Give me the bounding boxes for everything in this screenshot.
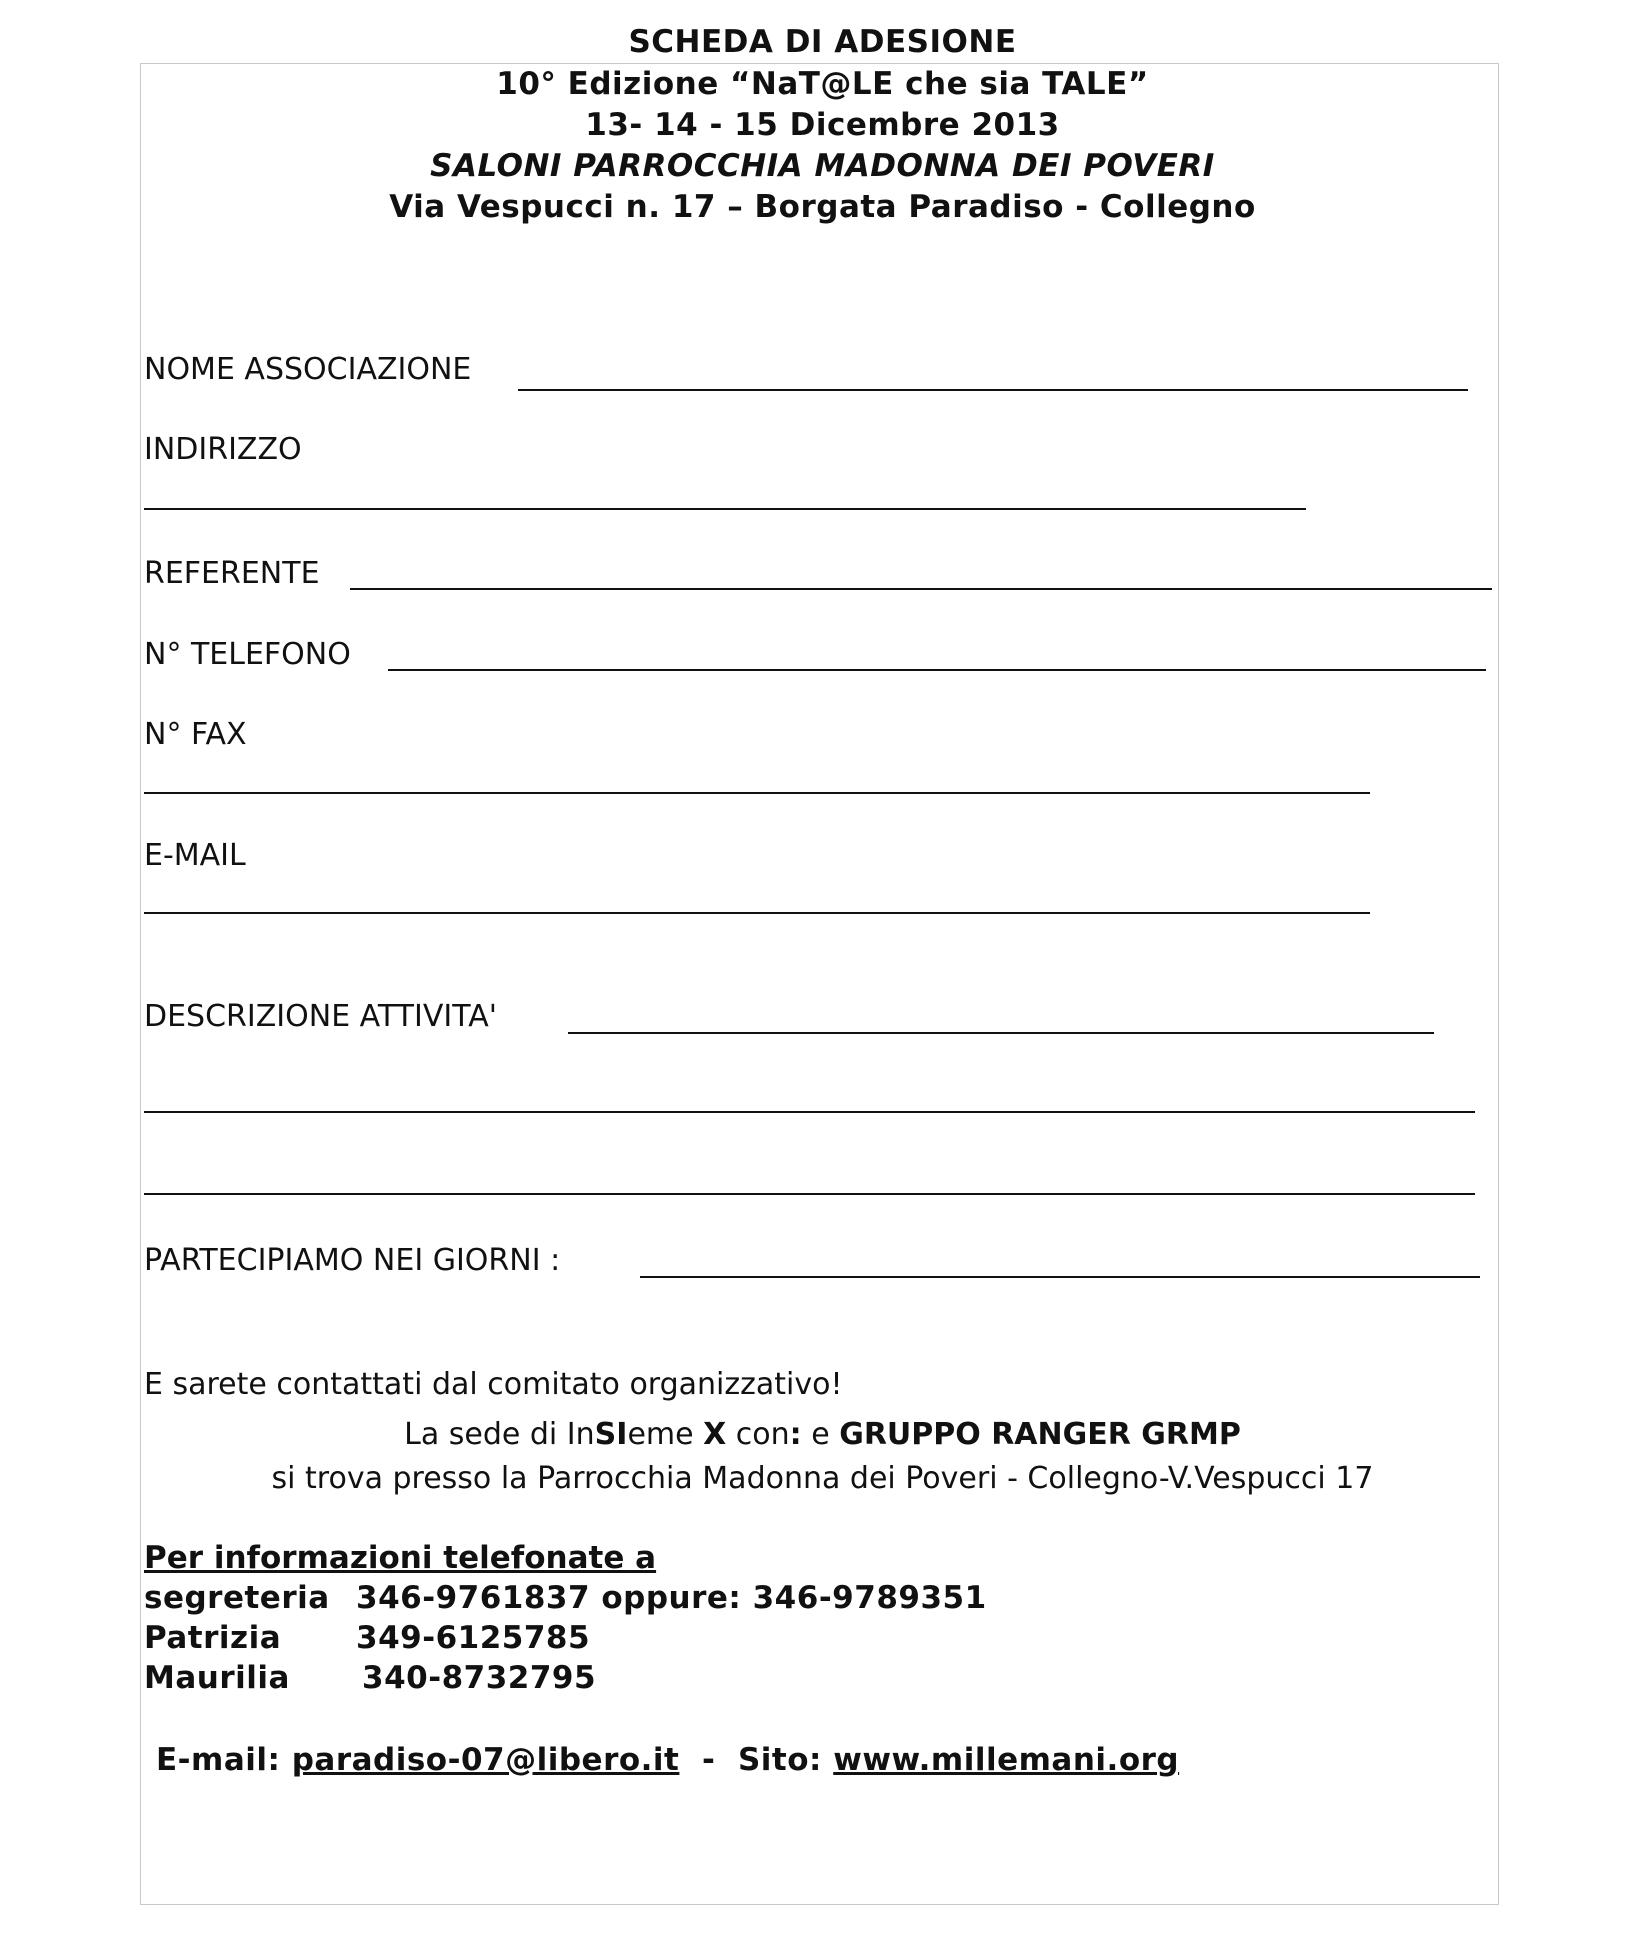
contact-phone: 340-8732795: [362, 1660, 597, 1696]
sede-si: SI: [594, 1417, 628, 1452]
footer-separator: -: [701, 1742, 716, 1778]
fax-label: N° FAX: [144, 717, 247, 752]
page-title: SCHEDA DI ADESIONE: [628, 24, 1017, 60]
sede-prefix: La sede di In: [404, 1417, 595, 1452]
site-link[interactable]: www.millemani.org: [833, 1742, 1180, 1778]
contact-phone: 346-9761837 oppure: 346-9789351: [356, 1580, 987, 1616]
giorni-line[interactable]: [640, 1276, 1480, 1278]
edition-line: 10° Edizione “NaT@LE che sia TALE”: [496, 66, 1149, 102]
form-border: [140, 63, 1499, 1905]
email-link[interactable]: paradiso-07@libero.it: [291, 1742, 680, 1778]
venue-line: SALONI PARROCCHIA MADONNA DEI POVERI: [430, 148, 1215, 184]
descrizione-line-2[interactable]: [144, 1111, 1475, 1113]
site-label: Sito:: [737, 1742, 822, 1778]
email-label: E-MAIL: [144, 838, 246, 873]
contact-name: Patrizia: [144, 1620, 282, 1656]
email-line[interactable]: [144, 912, 1370, 914]
contact-name: segreteria: [144, 1580, 330, 1616]
email-footer-label: E-mail:: [156, 1742, 281, 1778]
sede-location: si trova presso la Parrocchia Madonna dei Poveri - Collegno-V.Vespucci 17: [271, 1461, 1374, 1496]
sede-colon: :: [789, 1417, 802, 1452]
referente-line[interactable]: [350, 588, 1492, 590]
dates-line: 13- 14 - 15 Dicembre 2013: [585, 107, 1060, 143]
nome-associazione-label: NOME ASSOCIAZIONE: [144, 352, 472, 387]
contacted-note: E sarete contattati dal comitato organizzativo!: [144, 1367, 843, 1402]
contacts-footer: [156, 1742, 1179, 1778]
telefono-label: N° TELEFONO: [144, 637, 351, 672]
sede-line: [0, 1417, 1645, 1452]
nome-associazione-line[interactable]: [518, 389, 1468, 391]
indirizzo-line[interactable]: [144, 508, 1306, 510]
fax-line[interactable]: [144, 792, 1370, 794]
referente-label: REFERENTE: [144, 556, 320, 591]
descrizione-line-3[interactable]: [144, 1193, 1475, 1195]
sede-group: GRUPPO RANGER GRMP: [839, 1417, 1241, 1452]
sede-and: e: [801, 1417, 840, 1452]
descrizione-line-1[interactable]: [568, 1032, 1434, 1034]
contact-name: Maurilia: [144, 1660, 290, 1696]
address-line: Via Vespucci n. 17 – Borgata Paradiso - Collegno: [389, 189, 1256, 225]
info-heading: Per informazioni telefonate a: [144, 1540, 657, 1576]
sede-x: X: [703, 1417, 727, 1452]
sede-eme: eme: [627, 1417, 704, 1452]
descrizione-label: DESCRIZIONE ATTIVITA': [144, 999, 497, 1034]
telefono-line[interactable]: [388, 669, 1486, 671]
indirizzo-label: INDIRIZZO: [144, 432, 302, 467]
giorni-label: PARTECIPIAMO NEI GIORNI :: [144, 1243, 561, 1278]
sede-con: con: [726, 1417, 790, 1452]
contact-phone: 349-6125785: [356, 1620, 591, 1656]
